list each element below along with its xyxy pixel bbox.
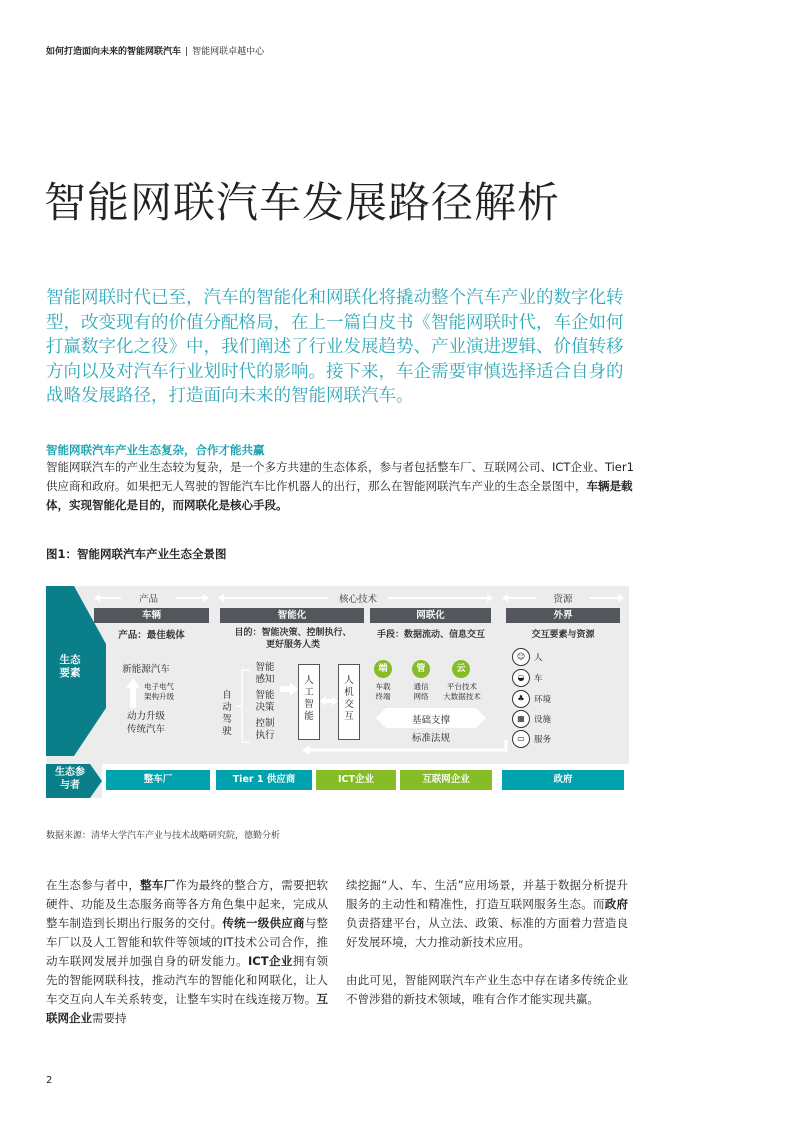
text-span: 需要持 bbox=[92, 1011, 127, 1025]
ee-architecture-label: 电子电气 架构升级 bbox=[144, 682, 174, 701]
smart-bar: 智能化 bbox=[220, 608, 364, 623]
ecosystem-diagram bbox=[46, 586, 629, 798]
participant-oem: 整车厂 bbox=[106, 770, 210, 790]
cloud-circle-icon: 云 bbox=[452, 660, 470, 678]
ecosystem-elements-label: 生态 要素 bbox=[59, 654, 81, 679]
text-span: 在生态参与者中， bbox=[46, 878, 141, 892]
resource-item-car: 车 bbox=[534, 674, 543, 684]
resource-item-person: 人 bbox=[534, 653, 543, 663]
left-column bbox=[46, 876, 328, 1047]
header-title: 如何打造面向未来的智能网联汽车 bbox=[46, 47, 182, 57]
network-label: 通信 网络 bbox=[413, 682, 429, 701]
right-paragraph-1 bbox=[346, 876, 628, 952]
pipe-circle-icon: 管 bbox=[412, 660, 430, 678]
human-machine-interaction: 人 机 交 互 bbox=[338, 664, 360, 740]
left-paragraph bbox=[46, 876, 328, 1028]
text-span: 续挖掘“人、车、生活”应用场景，并基于数据分析提升服务的主动性和精准性，打造互联网服务生态。而 bbox=[346, 878, 628, 911]
facility-icon: ▦ bbox=[512, 710, 530, 728]
product-header: 产品 bbox=[121, 591, 176, 605]
new-energy-vehicle: 新能源汽车 bbox=[122, 664, 170, 675]
text-span: 与整车厂以及人工智能和软件等领域的IT技术公司合作，推动车联网发展并加强自身的研发能力。 bbox=[46, 916, 329, 968]
person-icon: ☺ bbox=[512, 648, 530, 666]
participant-government: 政府 bbox=[502, 770, 624, 790]
bold-oem: 整车厂 bbox=[140, 878, 176, 892]
traditional-vehicle: 动力升级 传统汽车 bbox=[126, 711, 165, 735]
service-icon: ▭ bbox=[512, 730, 530, 748]
header-subtitle: 智能网联卓越中心 bbox=[192, 47, 265, 57]
right-paragraph-2: 由此可见，智能网联汽车产业生态中存在诸多传统企业不曾涉猎的新技术领域，唯有合作才能实现共赢。 bbox=[346, 973, 628, 1006]
section-body bbox=[46, 458, 636, 515]
participant-internet: 互联网企业 bbox=[400, 770, 492, 790]
resource-item-facility: 设施 bbox=[534, 715, 552, 725]
smart-decision: 智能 决策 bbox=[255, 690, 275, 713]
figure-title: 图1：智能网联汽车产业生态全景图 bbox=[46, 547, 227, 561]
section-body-bold: 车辆是载体，实现智能化是目的，而网联化是核心手段。 bbox=[46, 479, 633, 512]
page-number: 2 bbox=[46, 1075, 53, 1086]
bold-government: 政府 bbox=[604, 897, 629, 911]
platform-tech-label: 平台技术 大数据技术 bbox=[443, 682, 481, 701]
car-icon: ◒ bbox=[512, 669, 530, 687]
feedback-arrow bbox=[302, 740, 512, 758]
text-span: 拥有领先的智能网联科技，推动汽车的智能化和网联化，让人车交互向人车关系转变，让整车实时在线连接万物。 bbox=[46, 954, 328, 1006]
smart-desc: 目的：智能决策、控制执行、 更好服务人类 bbox=[234, 628, 352, 650]
upgrade-arrow-icon bbox=[126, 678, 140, 708]
smart-perception: 智能 感知 bbox=[255, 662, 275, 685]
artificial-intelligence: 人 工 智 能 bbox=[298, 664, 320, 740]
control-execution: 控制 执行 bbox=[255, 718, 275, 741]
participant-ict: ICT企业 bbox=[316, 770, 396, 790]
standards-regulations: 标准法规 bbox=[411, 733, 450, 744]
participants-label: 生态参 与者 bbox=[55, 767, 85, 791]
terminal-circle-icon: 端 bbox=[374, 660, 392, 678]
right-column bbox=[346, 876, 628, 1028]
running-header bbox=[46, 44, 264, 57]
base-support: 基础支撑 bbox=[411, 715, 450, 726]
resource-item-environment: 环境 bbox=[534, 695, 552, 705]
data-source: 数据来源：清华大学汽车产业与技术战略研究院，德勤分析 bbox=[46, 831, 281, 841]
network-bar: 网联化 bbox=[370, 608, 491, 623]
bold-tier1: 传统一级供应商 bbox=[222, 916, 305, 930]
bold-internet: 互联网企业 bbox=[46, 992, 328, 1025]
product-desc: 产品：最佳载体 bbox=[118, 630, 185, 641]
autonomous-driving: 自 动 驾 驶 bbox=[222, 690, 232, 737]
page-title: 智能网联汽车发展路径解析 bbox=[44, 178, 561, 227]
resource-desc: 交互要素与资源 bbox=[531, 630, 595, 640]
product-bar: 车辆 bbox=[94, 608, 209, 623]
resource-item-service: 服务 bbox=[534, 735, 552, 745]
participant-tier1: Tier 1 供应商 bbox=[216, 770, 312, 790]
resource-bar: 外界 bbox=[506, 608, 620, 623]
text-span: 作为最终的整合方，需要把软硬件、功能及生态服务商等各方角色集中起来，完成从整车制造到长期出行服务的交付。 bbox=[46, 878, 329, 930]
bold-ict: ICT企业 bbox=[248, 954, 293, 968]
resource-header: 资源 bbox=[536, 591, 590, 605]
network-desc: 手段：数据流动、信息交互 bbox=[376, 630, 485, 640]
section-body-text: 智能网联汽车的产业生态较为复杂，是一个多方共建的生态体系，参与者包括整车厂、互联网公司、ICT企业、Tier1供应商和政府。如果把无人驾驶的智能汽车比作机器人的出行，那么在智能网联汽车产业的生态全景图中， bbox=[46, 460, 634, 493]
bracket-icon bbox=[232, 666, 252, 746]
arrow-left-right-icon bbox=[320, 694, 338, 708]
vehicle-terminal-label: 车载 终端 bbox=[375, 682, 391, 701]
arrow-right-icon bbox=[280, 682, 298, 696]
section-heading: 智能网联汽车产业生态复杂，合作才能共赢 bbox=[46, 443, 265, 457]
intro-paragraph: 智能网联时代已至，汽车的智能化和网联化将撬动整个汽车产业的数字化转型，改变现有的价值分配格局，在上一篇白皮书《智能网联时代，车企如何打赢数字化之役》中，我们阐述了行业发展趋势、产业演进逻辑、价值转移方向以及对汽车行业划时代的影响。接下来，车企需要审慎选择适合自身的战略发展路径，打造面向未来的智能网联汽车。 bbox=[46, 288, 624, 406]
text-span: 负责搭建平台，从立法、政策、标准的方面着力营造良好发展环境，大力推动新技术应用。 bbox=[346, 916, 628, 949]
core-header: 核心技术 bbox=[328, 591, 388, 605]
header-separator: | bbox=[185, 47, 189, 57]
tree-icon: ♣ bbox=[512, 690, 530, 708]
